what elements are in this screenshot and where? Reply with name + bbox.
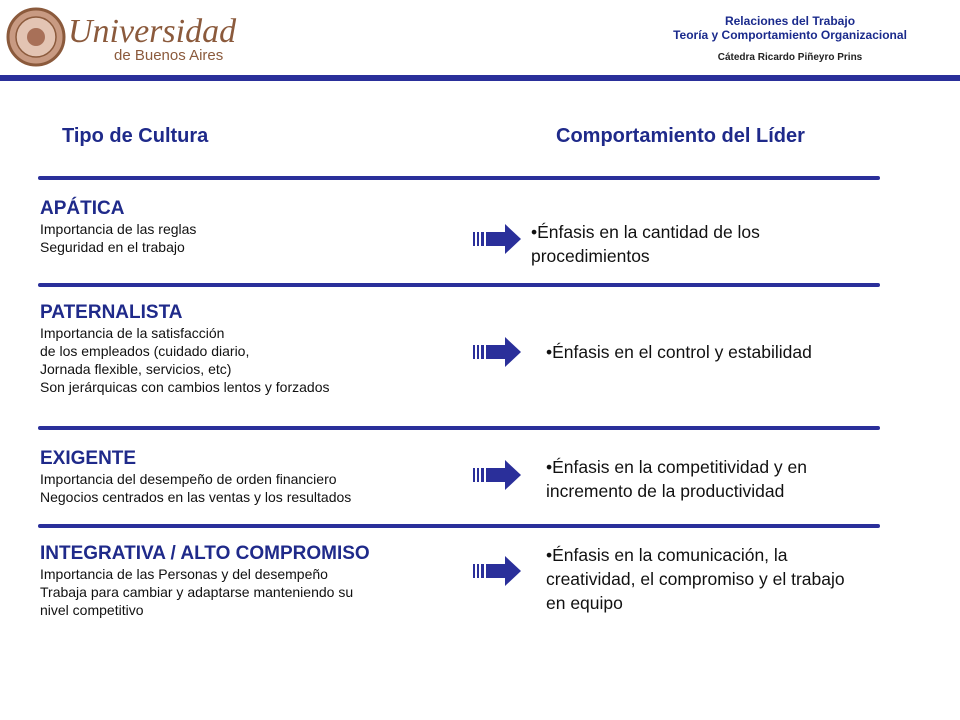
behavior-line: incremento de la productividad <box>546 481 785 501</box>
divider <box>38 524 880 528</box>
leader-behavior <box>531 220 760 268</box>
header-line-1: Relaciones del Trabajo <box>724 14 856 28</box>
university-logo <box>6 4 246 70</box>
arrow-right-icon <box>473 460 521 490</box>
arrow-right-icon <box>473 224 521 254</box>
header-line-2: Teoría y Comportamiento Organizacional <box>673 28 907 42</box>
culture-desc-line: Importancia de la satisfacción <box>40 325 225 341</box>
culture-integrativa <box>40 543 370 619</box>
culture-desc-line: Son jerárquicas con cambios lentos y forzados <box>40 379 330 395</box>
culture-desc-line: Jornada flexible, servicios, etc) <box>40 361 232 377</box>
arrow-right-icon <box>473 337 521 367</box>
culture-apatica <box>40 198 196 256</box>
behavior-line: •Énfasis en la cantidad de los <box>531 222 760 242</box>
culture-desc-line: Trabaja para cambiar y adaptarse manteniendo su <box>40 584 354 600</box>
behavior-line: creatividad, el compromiso y el trabajo <box>546 569 845 589</box>
culture-name: APÁTICA <box>40 198 125 219</box>
leader-behavior <box>546 455 807 503</box>
divider <box>38 426 880 430</box>
header-info <box>620 14 960 63</box>
leader-behavior <box>546 543 845 615</box>
culture-exigente <box>40 448 351 506</box>
divider <box>38 283 880 287</box>
behavior-line: •Énfasis en el control y estabilidad <box>546 342 812 362</box>
culture-desc-line: Negocios centrados en las ventas y los resultados <box>40 489 352 505</box>
behavior-line: •Énfasis en la comunicación, la <box>546 545 788 565</box>
header-divider <box>0 75 960 81</box>
culture-paternalista <box>40 302 329 396</box>
behavior-line: •Énfasis en la competitividad y en <box>546 457 807 477</box>
culture-name: EXIGENTE <box>40 448 137 469</box>
culture-desc-line: Importancia de las reglas <box>40 221 197 237</box>
logo-text-sub: de Buenos Aires <box>114 47 224 64</box>
culture-desc-line: de los empleados (cuidado diario, <box>40 343 250 359</box>
logo-text-main: Universidad <box>68 13 237 50</box>
behavior-line: procedimientos <box>531 246 650 266</box>
behavior-line: en equipo <box>546 593 623 613</box>
header-line-3: Cátedra Ricardo Piñeyro Prins <box>717 52 863 63</box>
culture-name: PATERNALISTA <box>40 302 183 323</box>
divider <box>38 176 880 180</box>
culture-name: INTEGRATIVA / ALTO COMPROMISO <box>40 543 370 564</box>
left-column-title: Tipo de Cultura <box>62 125 209 147</box>
culture-desc-line: Importancia de las Personas y del desempeño <box>40 566 328 582</box>
arrow-right-icon <box>473 556 521 586</box>
leader-behavior <box>546 340 812 364</box>
culture-desc-line: Importancia del desempeño de orden financiero <box>40 471 337 487</box>
culture-desc-line: nivel competitivo <box>40 602 144 618</box>
culture-desc-line: Seguridad en el trabajo <box>40 239 185 255</box>
right-column-title: Comportamiento del Líder <box>556 125 805 147</box>
